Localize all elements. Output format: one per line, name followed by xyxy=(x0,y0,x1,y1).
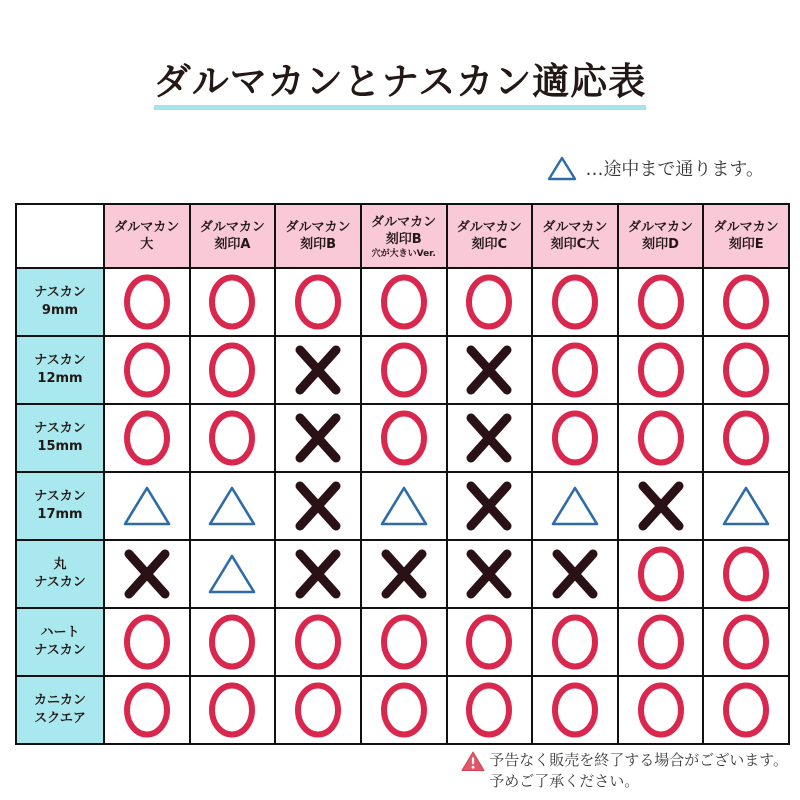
blue-triangle-icon xyxy=(207,553,257,595)
table-row xyxy=(16,268,789,336)
red-circle-icon xyxy=(549,613,601,671)
cell-symbol xyxy=(618,336,704,404)
cell-symbol xyxy=(104,676,190,744)
red-circle-icon xyxy=(720,613,772,671)
footer-warning xyxy=(461,750,788,792)
cell-symbol xyxy=(275,608,361,676)
red-circle-icon xyxy=(206,273,258,331)
red-circle-icon xyxy=(635,273,687,331)
cell-symbol xyxy=(275,404,361,472)
footer-line1: 予告なく販売を終了する場合がございます。 xyxy=(489,751,788,769)
column-header-note: 穴が大きいVer. xyxy=(371,248,436,259)
column-header-0: ダルマカン 大 xyxy=(104,204,190,268)
row-header-0: ナスカン 9mm xyxy=(16,268,104,336)
black-cross-icon xyxy=(294,345,342,395)
red-circle-icon xyxy=(378,409,430,467)
red-circle-icon xyxy=(635,545,687,603)
red-circle-icon xyxy=(720,409,772,467)
cell-symbol xyxy=(618,472,704,540)
cell-symbol xyxy=(190,608,276,676)
cell-symbol xyxy=(703,404,789,472)
row-header-4: 丸 ナスカン xyxy=(16,540,104,608)
cell-symbol xyxy=(361,268,447,336)
black-cross-icon xyxy=(637,481,685,531)
cell-symbol xyxy=(532,268,618,336)
cell-symbol xyxy=(190,472,276,540)
table-row xyxy=(16,472,789,540)
blue-triangle-icon xyxy=(122,485,172,527)
cell-symbol xyxy=(190,336,276,404)
cell-symbol xyxy=(447,268,533,336)
cell-symbol xyxy=(703,336,789,404)
black-cross-icon xyxy=(294,413,342,463)
cell-symbol xyxy=(104,608,190,676)
cell-symbol xyxy=(703,608,789,676)
cell-symbol xyxy=(618,676,704,744)
red-circle-icon xyxy=(549,341,601,399)
table-row xyxy=(16,540,789,608)
red-circle-icon xyxy=(121,613,173,671)
cell-symbol xyxy=(532,540,618,608)
cell-symbol xyxy=(447,540,533,608)
cell-symbol xyxy=(447,608,533,676)
cell-symbol xyxy=(618,404,704,472)
black-cross-icon xyxy=(294,481,342,531)
cell-symbol xyxy=(104,268,190,336)
cell-symbol xyxy=(104,336,190,404)
red-circle-icon xyxy=(121,409,173,467)
red-circle-icon xyxy=(635,409,687,467)
cell-symbol xyxy=(447,676,533,744)
cell-symbol xyxy=(361,404,447,472)
warning-icon xyxy=(461,750,485,772)
cell-symbol xyxy=(361,676,447,744)
red-circle-icon xyxy=(378,681,430,739)
black-cross-icon xyxy=(465,549,513,599)
cell-symbol xyxy=(190,404,276,472)
legend xyxy=(547,155,764,181)
footer-line2: 予めご了承ください。 xyxy=(489,772,640,790)
cell-symbol xyxy=(104,540,190,608)
column-header-2: ダルマカン 刻印B xyxy=(275,204,361,268)
red-circle-icon xyxy=(121,273,173,331)
red-circle-icon xyxy=(206,681,258,739)
red-circle-icon xyxy=(720,273,772,331)
red-circle-icon xyxy=(549,681,601,739)
red-circle-icon xyxy=(378,613,430,671)
red-circle-icon xyxy=(292,681,344,739)
cell-symbol xyxy=(361,608,447,676)
row-header-6: カニカン スクエア xyxy=(16,676,104,744)
black-cross-icon xyxy=(465,481,513,531)
cell-symbol xyxy=(447,336,533,404)
cell-symbol xyxy=(532,608,618,676)
cell-symbol xyxy=(275,540,361,608)
red-circle-icon xyxy=(720,681,772,739)
cell-symbol xyxy=(447,472,533,540)
blue-triangle-icon xyxy=(721,485,771,527)
red-circle-icon xyxy=(720,341,772,399)
red-circle-icon xyxy=(121,341,173,399)
corner-cell xyxy=(16,204,104,268)
cell-symbol xyxy=(532,404,618,472)
cell-symbol xyxy=(703,472,789,540)
compatibility-table xyxy=(15,203,790,745)
column-header-5: ダルマカン 刻印C大 xyxy=(532,204,618,268)
black-cross-icon xyxy=(465,413,513,463)
page-title: ダルマカンとナスカン適応表 xyxy=(154,62,647,110)
blue-triangle-icon xyxy=(379,485,429,527)
title-wrap xyxy=(0,62,800,110)
table-body xyxy=(16,268,789,744)
table-row xyxy=(16,336,789,404)
column-header-6: ダルマカン 刻印D xyxy=(618,204,704,268)
cell-symbol xyxy=(275,336,361,404)
cell-symbol xyxy=(703,676,789,744)
cell-symbol xyxy=(532,472,618,540)
row-header-1: ナスカン 12mm xyxy=(16,336,104,404)
red-circle-icon xyxy=(635,681,687,739)
red-circle-icon xyxy=(121,681,173,739)
black-cross-icon xyxy=(123,549,171,599)
cell-symbol xyxy=(532,676,618,744)
cell-symbol xyxy=(618,608,704,676)
black-cross-icon xyxy=(380,549,428,599)
cell-symbol xyxy=(190,540,276,608)
blue-triangle-icon xyxy=(550,485,600,527)
footer-text xyxy=(489,750,788,792)
red-circle-icon xyxy=(206,409,258,467)
cell-symbol xyxy=(275,268,361,336)
red-circle-icon xyxy=(463,681,515,739)
red-circle-icon xyxy=(206,341,258,399)
cell-symbol xyxy=(190,268,276,336)
black-cross-icon xyxy=(551,549,599,599)
red-circle-icon xyxy=(720,545,772,603)
row-header-3: ナスカン 17mm xyxy=(16,472,104,540)
red-circle-icon xyxy=(549,409,601,467)
cell-symbol xyxy=(618,268,704,336)
blue-triangle-icon xyxy=(207,485,257,527)
cell-symbol xyxy=(618,540,704,608)
cell-symbol xyxy=(361,336,447,404)
red-circle-icon xyxy=(463,273,515,331)
cell-symbol xyxy=(275,472,361,540)
red-circle-icon xyxy=(635,613,687,671)
black-cross-icon xyxy=(465,345,513,395)
cell-symbol xyxy=(361,540,447,608)
cell-symbol xyxy=(104,404,190,472)
cell-symbol xyxy=(447,404,533,472)
table-header xyxy=(16,204,789,268)
table-row xyxy=(16,676,789,744)
table-row xyxy=(16,404,789,472)
red-circle-icon xyxy=(549,273,601,331)
red-circle-icon xyxy=(635,341,687,399)
column-header-7: ダルマカン 刻印E xyxy=(703,204,789,268)
cell-symbol xyxy=(532,336,618,404)
row-header-2: ナスカン 15mm xyxy=(16,404,104,472)
cell-symbol xyxy=(703,540,789,608)
cell-symbol xyxy=(361,472,447,540)
legend-text: …途中まで通ります。 xyxy=(585,159,764,180)
red-circle-icon xyxy=(292,613,344,671)
red-circle-icon xyxy=(292,273,344,331)
red-circle-icon xyxy=(378,273,430,331)
cell-symbol xyxy=(190,676,276,744)
triangle-outline-icon xyxy=(547,155,577,181)
cell-symbol xyxy=(703,268,789,336)
red-circle-icon xyxy=(206,613,258,671)
table-row xyxy=(16,608,789,676)
cell-symbol xyxy=(104,472,190,540)
column-header-3: ダルマカン 刻印B 穴が大きいVer. xyxy=(361,204,447,268)
black-cross-icon xyxy=(294,549,342,599)
red-circle-icon xyxy=(463,613,515,671)
cell-symbol xyxy=(275,676,361,744)
column-header-1: ダルマカン 刻印A xyxy=(190,204,276,268)
red-circle-icon xyxy=(378,341,430,399)
column-header-4: ダルマカン 刻印C xyxy=(447,204,533,268)
row-header-5: ハート ナスカン xyxy=(16,608,104,676)
